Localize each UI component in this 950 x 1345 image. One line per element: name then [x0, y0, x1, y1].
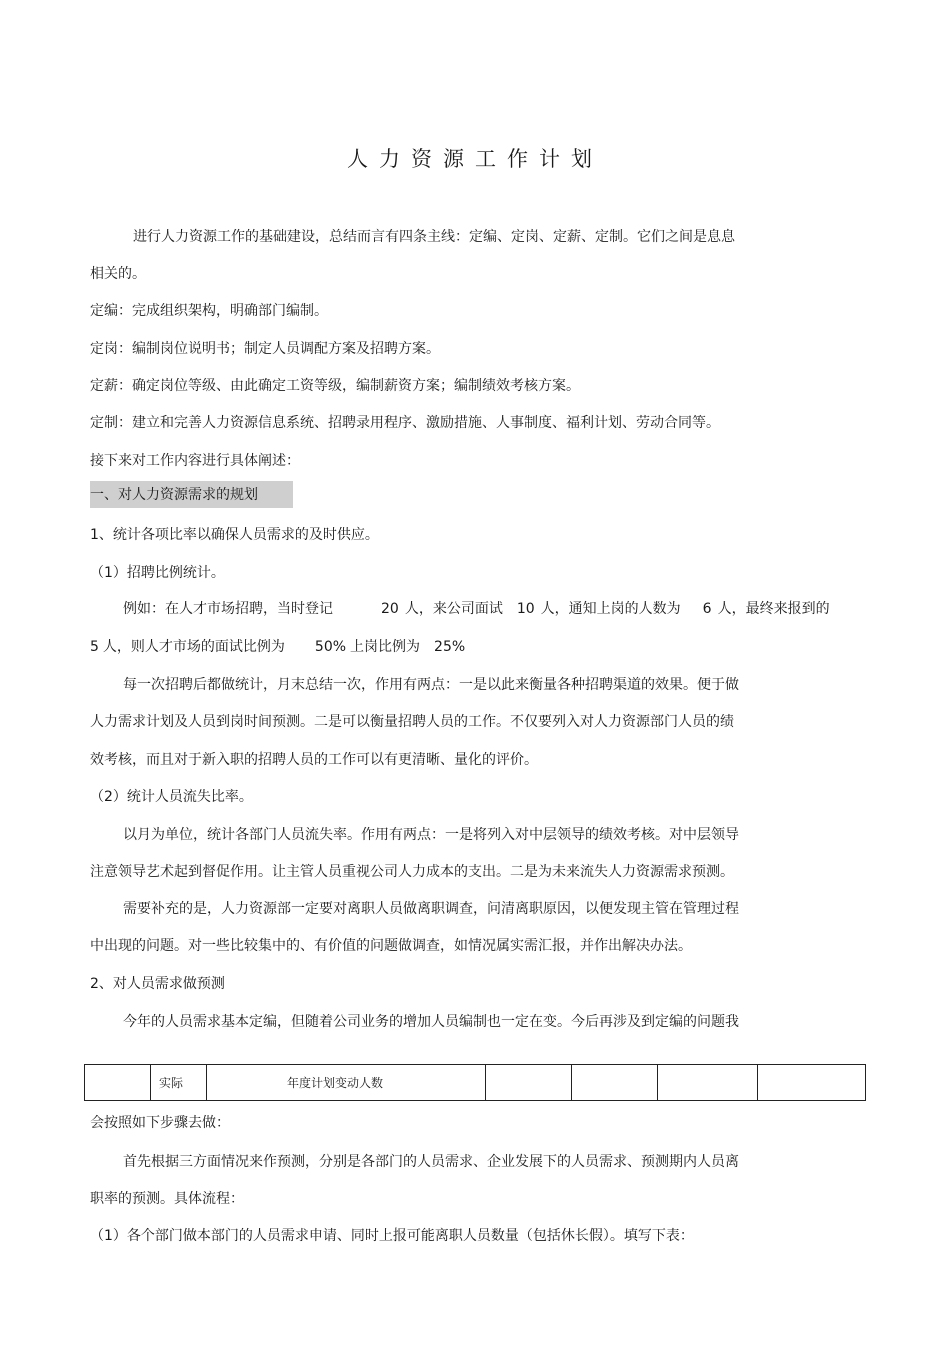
example-e: 人，则人才市场的面试比例为	[102, 639, 285, 655]
table-cell	[486, 1065, 572, 1101]
sub-1: （1）招聘比例统计。	[90, 565, 225, 581]
example-p2: 25%	[434, 639, 466, 655]
page-title: 人力资源工作计划	[347, 147, 603, 171]
table-cell	[658, 1065, 758, 1101]
item-2: 2、对人员需求做预测	[90, 976, 225, 992]
example-d: 人，最终来报到的	[717, 601, 830, 617]
intro-line-2: 相关的。	[90, 266, 146, 282]
forecast-table	[84, 1064, 865, 1101]
para-3-line-1: 需要补充的是，人力资源部一定要对离职人员做离职调查，问清离职原因，以便发现主管在管理过程	[123, 901, 739, 917]
para-4-line-1: 今年的人员需求基本定编，但随着公司业务的增加人员编制也一定在变。今后再涉及到定编的问题我	[123, 1014, 739, 1030]
example-f: 上岗比例为	[350, 639, 421, 655]
dingxin-line: 定薪：确定岗位等级、由此确定工资等级，编制薪资方案；编制绩效考核方案。	[90, 378, 580, 394]
dinggang-line: 定岗：编制岗位说明书；制定人员调配方案及招聘方案。	[90, 341, 440, 357]
dingbian-line: 定编：完成组织架构，明确部门编制。	[90, 303, 328, 319]
example-line-1	[123, 600, 830, 618]
section-1-heading: 一、对人力资源需求的规划	[90, 487, 258, 503]
step-1: （1）各个部门做本部门的人员需求申请、同时上报可能离职人员数量（包括休长假）。填写下表：	[90, 1228, 694, 1244]
para-3-line-2: 中出现的问题。对一些比较集中的、有价值的问题做调查，如情况属实需汇报，并作出解决办法。	[90, 938, 692, 954]
example-c: 人，通知上岗的人数为	[540, 601, 681, 617]
table-cell	[758, 1065, 866, 1101]
example-a: 例如：在人才市场招聘，当时登记	[123, 601, 333, 617]
example-n3: 6	[702, 601, 712, 617]
intro-line-1: 进行人力资源工作的基础建设，总结而言有四条主线：定编、定岗、定薪、定制。它们之间是息息	[133, 229, 735, 245]
para-1-line-2: 人力需求计划及人员到岗时间预测。二是可以衡量招聘人员的工作。不仅要列入对人力资源部门人员的绩	[90, 714, 734, 730]
table-cell-actual: 实际	[151, 1065, 207, 1101]
para-1-line-1: 每一次招聘后都做统计，月末总结一次，作用有两点：一是以此来衡量各种招聘渠道的效果。便于做	[123, 677, 739, 693]
table-cell	[572, 1065, 658, 1101]
example-n2: 10	[516, 601, 535, 617]
table-row	[85, 1065, 866, 1101]
para-2-line-2: 注意领导艺术起到督促作用。让主管人员重视公司人力成本的支出。二是为未来流失人力资源需求预测。	[90, 864, 734, 880]
dingzhi-line: 定制：建立和完善人力资源信息系统、招聘录用程序、激励措施、人事制度、福利计划、劳动合同等。	[90, 415, 720, 431]
example-n4: 5	[90, 639, 99, 655]
example-n1: 20	[381, 601, 399, 617]
next-line: 接下来对工作内容进行具体阐述：	[90, 453, 300, 469]
table-cell	[85, 1065, 151, 1101]
para-2-line-1: 以月为单位，统计各部门人员流失率。作用有两点：一是将列入对中层领导的绩效考核。对中层领导	[123, 827, 739, 843]
para-4-line-2: 会按照如下步骤去做：	[90, 1115, 230, 1131]
para-5-line-2: 职率的预测。具体流程：	[90, 1191, 244, 1207]
table-cell-annual-change: 年度计划变动人数	[207, 1065, 486, 1101]
example-p1: 50%	[314, 639, 347, 655]
sub-2: （2）统计人员流失比率。	[90, 789, 253, 805]
example-line-2	[90, 638, 465, 656]
item-1: 1、统计各项比率以确保人员需求的及时供应。	[90, 527, 379, 543]
para-1-line-3: 效考核，而且对于新入职的招聘人员的工作可以有更清晰、量化的评价。	[90, 752, 538, 768]
example-b: 人，来公司面试	[404, 601, 503, 617]
para-5-line-1: 首先根据三方面情况来作预测，分别是各部门的人员需求、企业发展下的人员需求、预测期内人员离	[123, 1154, 739, 1170]
